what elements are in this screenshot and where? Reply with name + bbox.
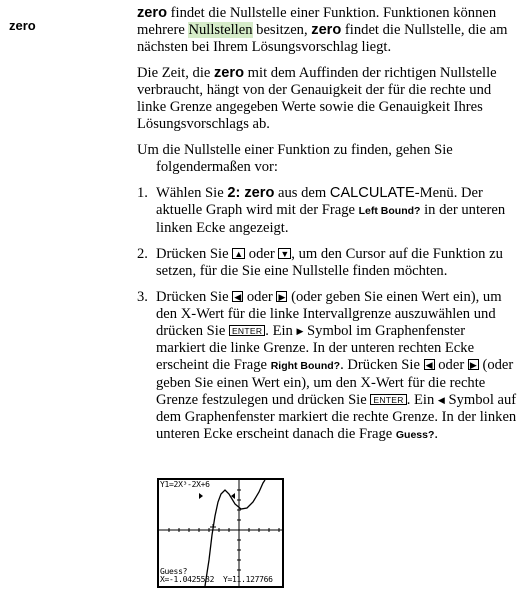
step-number: 2. (137, 246, 148, 262)
intro-text-2: besitzen, (252, 22, 312, 38)
step-text: . Drücken Sie (340, 357, 424, 373)
step-text: , um den Cursor auf die Funktion zu setzen, für die Sie eine Nullstelle finden möchten. (156, 246, 503, 279)
highlighted-word: Nullstellen (188, 22, 253, 38)
content-column (137, 5, 517, 444)
zero-keyword: zero (137, 5, 168, 21)
y-readout: Y=11.127766 (223, 575, 273, 584)
left-bound-marker-icon: ▶ (296, 326, 304, 336)
step-text: . (434, 426, 439, 442)
intro-text-1: findet die Nullstelle einer Funktion. Funktionen können mehrere (137, 5, 497, 38)
equation-label: Y1=2X³-2X+6 (160, 480, 210, 489)
calculator-screen (157, 478, 284, 588)
procedure-intro: Um die Nullstelle einer Funktion zu finden, gehen Sie folgendermaßen vor: (137, 142, 453, 175)
x-readout: X=-1.0425532 (160, 575, 215, 584)
step-text: Drücken Sie (156, 246, 233, 262)
time-text-2: mit dem Auffinden der richtigen Nullstelle verbraucht, hängt von der Genauigkeit der für die rechte und linke Grenze angegeben Werte sowie die Genauigkeit Ihres Lösungsvorschlags ab. (137, 65, 497, 132)
steps-list (137, 185, 517, 444)
step-number: 1. (137, 185, 148, 201)
left-arrow-key-icon: ◀ (232, 291, 243, 302)
step-text: Symbol auf dem Graphenfenster markiert die rechte Grenze. In der linken unteren Ecke erscheint danach die Frage (156, 392, 517, 442)
step-text: oder (245, 246, 279, 262)
enter-key-icon: ENTER (229, 325, 265, 336)
time-paragraph (137, 65, 517, 133)
step-text: oder (243, 289, 277, 305)
step-1 (137, 185, 517, 237)
menu-name: CALCULATE (329, 185, 415, 201)
right-arrow-key-icon: ▶ (276, 291, 287, 302)
up-arrow-key-icon: ▲ (234, 249, 244, 259)
step-text: Symbol im Graphenfenster markiert die linke Grenze. In der unteren rechten Ecke erscheint die Frage (156, 323, 475, 373)
section-heading: zero (9, 18, 36, 33)
step-text: Drücken Sie (156, 289, 233, 305)
guess-prompt: Guess? (160, 567, 188, 576)
menu-item: 2: zero (227, 185, 275, 201)
step-text: aus dem (274, 185, 330, 201)
step-text: in der unteren linken Ecke angezeigt. (156, 202, 506, 236)
right-arrow-key-icon: ▶ (468, 359, 479, 370)
screen-prompt: Guess? (395, 429, 435, 441)
screen-prompt: Left Bound? (358, 205, 421, 217)
cursor-icon (210, 524, 216, 530)
intro-text-3: findet die Nullstelle, die am nächsten bei Ihrem Lösungsvorschlag liegt. (137, 22, 508, 55)
zero-keyword: zero (214, 65, 245, 81)
right-bound-marker-icon: ◀ (437, 395, 445, 405)
step-text: (oder geben Sie einen Wert ein), um den X-Wert für die rechte Grenze festzulegen und drücken Sie (156, 357, 514, 408)
step-text: oder (434, 357, 468, 373)
step-number: 3. (137, 289, 148, 305)
zero-keyword: zero (311, 22, 342, 38)
intro-paragraph (137, 5, 517, 56)
left-bound-marker-icon (199, 493, 203, 499)
time-text-1: Die Zeit, die (137, 65, 214, 81)
screen-prompt: Right Bound? (270, 360, 341, 372)
step-3 (137, 289, 517, 444)
step-2 (137, 246, 517, 280)
step-text: . Ein (406, 392, 438, 408)
step-text: . Ein (265, 323, 297, 339)
step-text: Wählen Sie (156, 185, 228, 201)
enter-key-icon: ENTER (370, 394, 406, 405)
down-arrow-key-icon: ▼ (280, 249, 290, 259)
step-text: (oder geben Sie einen Wert ein), um den X-Wert für die linke Intervallgrenze auszuwählen und drücken Sie (156, 289, 502, 339)
left-arrow-key-icon: ◀ (424, 359, 435, 370)
step-text: -Menü. Der aktuelle Graph wird mit der Frage (156, 185, 483, 218)
